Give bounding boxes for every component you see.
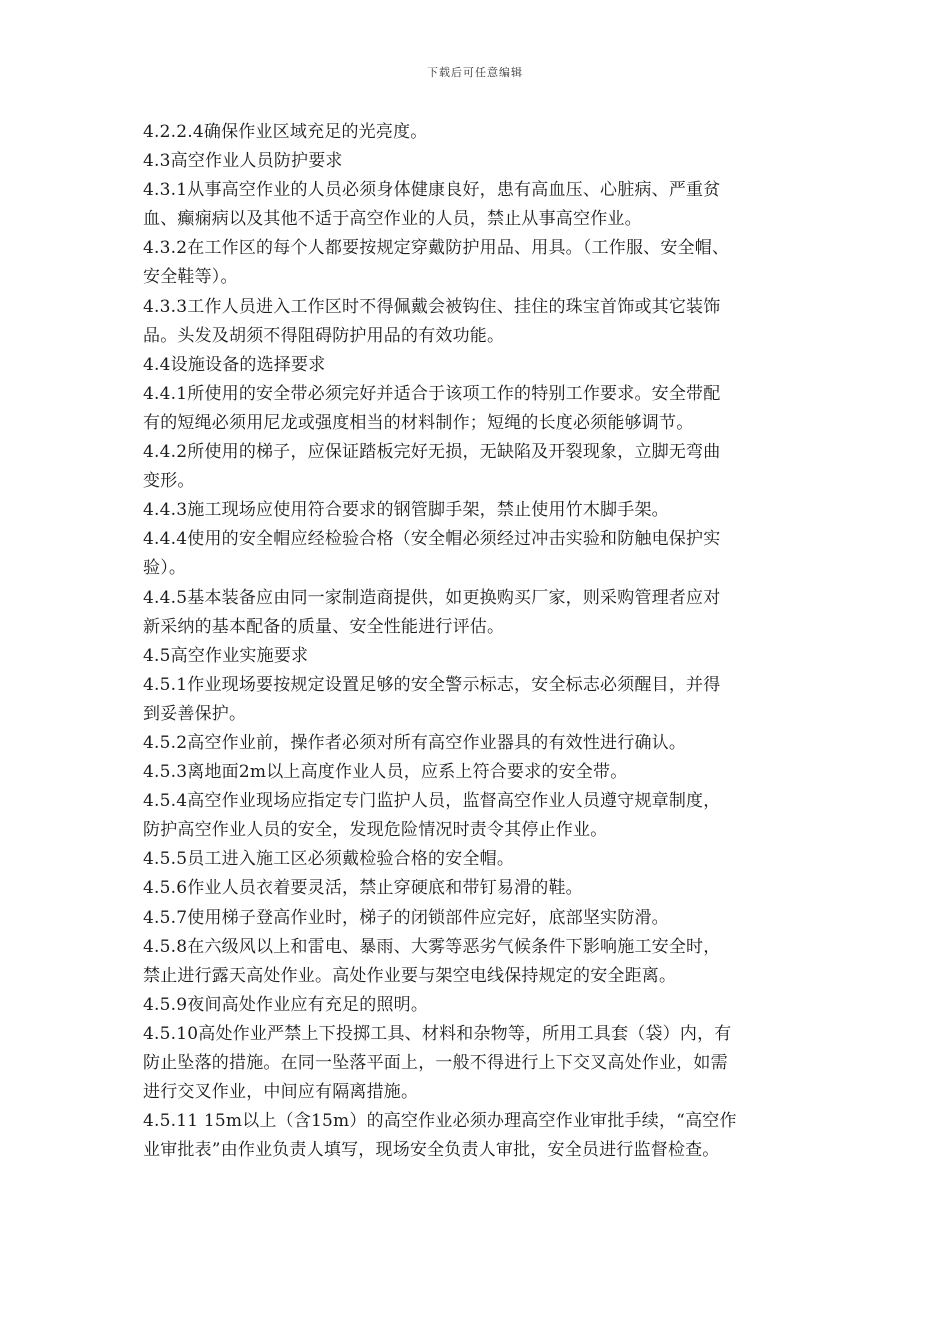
text-line: 有的短绳必须用尼龙或强度相当的材料制作；短绳的长度必须能够调节。 — [143, 412, 694, 433]
text-line: 业审批表”由作业负责人填写，现场安全负责人审批，安全员进行监督检查。 — [143, 1140, 720, 1161]
text-line: 4.5.11 15m以上（含15m）的高空作业必须办理高空作业审批手续，“高空作 — [143, 1111, 737, 1132]
text-line: 防止坠落的措施。在同一坠落平面上，一般不得进行上下交叉高处作业，如需 — [143, 1053, 728, 1073]
text-line: 4.5.1作业现场要按规定设置足够的安全警示标志，安全标志必须醒目，并得 — [143, 674, 721, 695]
text-line: 新采纳的基本配备的质量、安全性能进行评估。 — [143, 616, 505, 637]
text-line: 禁止进行露天高处作业。高处作业要与架空电线保持规定的安全距离。 — [143, 965, 677, 986]
text-line: 4.5.6作业人员衣着要灵活，禁止穿硬底和带钉易滑的鞋。 — [143, 878, 583, 899]
text-line: 4.5.10高处作业严禁上下投掷工具、材料和杂物等，所用工具套（袋）内，有 — [143, 1023, 732, 1044]
section-heading: 4.4设施设备的选择要求 — [143, 354, 326, 375]
text-line: 4.4.4使用的安全帽应经检验合格（安全帽必须经过冲击实验和防触电保护实 — [143, 529, 721, 550]
text-line: 血、癫痫病以及其他不适于高空作业的人员，禁止从事高空作业。 — [143, 209, 642, 230]
section-heading: 4.5高空作业实施要求 — [143, 645, 309, 666]
text-line: 4.5.8在六级风以上和雷电、暴雨、大雾等恶劣气候条件下影响施工安全时， — [143, 936, 721, 957]
text-line: 4.4.5基本装备应由同一家制造商提供，如更换购买厂家，则采购管理者应对 — [143, 587, 721, 608]
text-line: 4.3.2在工作区的每个人都要按规定穿戴防护用品、用具。（工作服、安全帽、 — [143, 238, 730, 259]
text-line: 品。头发及胡须不得阻碍防护用品的有效功能。 — [143, 325, 505, 346]
page-header: 下载后可任意编辑 — [427, 66, 523, 79]
text-line: 防护高空作业人员的安全，发现危险情况时责令其停止作业。 — [143, 820, 608, 841]
text-line: 4.2.2.4确保作业区域充足的光亮度。 — [143, 122, 428, 142]
text-line: 4.4.2所使用的梯子，应保证踏板完好无损，无缺陷及开裂现象，立脚无弯曲 — [143, 442, 721, 463]
text-line: 4.5.5员工进入施工区必须戴检验合格的安全帽。 — [143, 849, 515, 870]
text-line: 变形。 — [143, 471, 195, 492]
text-line: 4.5.4高空作业现场应指定专门监护人员，监督高空作业人员遵守规章制度， — [143, 791, 721, 812]
section-heading: 4.3高空作业人员防护要求 — [143, 151, 343, 172]
text-line: 4.3.1从事高空作业的人员必须身体健康良好，患有高血压、心脏病、严重贫 — [143, 180, 721, 201]
text-line: 进行交叉作业，中间应有隔离措施。 — [143, 1082, 419, 1103]
text-line: 4.4.3施工现场应使用符合要求的钢管脚手架，禁止使用竹木脚手架。 — [143, 500, 669, 521]
text-line: 验）。 — [143, 558, 187, 579]
text-line: 4.3.3工作人员进入工作区时不得佩戴会被钩住、挂住的珠宝首饰或其它装饰 — [143, 296, 721, 317]
text-line: 4.5.9夜间高处作业应有充足的照明。 — [143, 994, 429, 1015]
text-line: 安全鞋等）。 — [143, 267, 238, 288]
text-line: 4.5.3离地面2m以上高度作业人员，应系上符合要求的安全带。 — [143, 762, 628, 783]
text-line: 4.5.7使用梯子登高作业时，梯子的闭锁部件应完好，底部坚实防滑。 — [143, 907, 669, 928]
text-line: 4.5.2高空作业前，操作者必须对所有高空作业器具的有效性进行确认。 — [143, 732, 687, 753]
text-line: 4.4.1所使用的安全带必须完好并适合于该项工作的特别工作要求。安全带配 — [143, 383, 721, 404]
document-body — [143, 118, 833, 1165]
text-line: 到妥善保护。 — [143, 703, 247, 724]
